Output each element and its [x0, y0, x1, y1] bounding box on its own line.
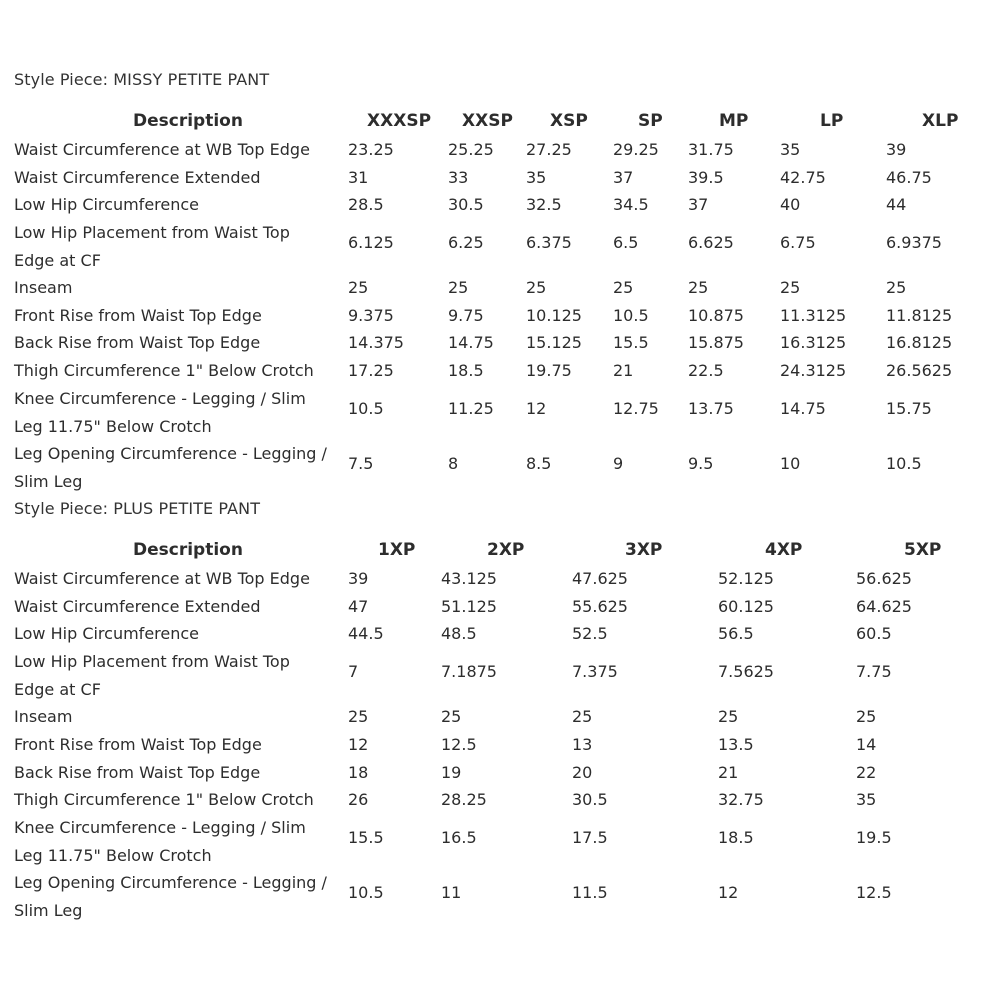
- table-cell: 25: [441, 707, 462, 726]
- row-description-line: Back Rise from Waist Top Edge: [14, 333, 261, 352]
- size-column-header: MP: [719, 111, 749, 131]
- table-cell: 9: [613, 454, 624, 473]
- row-description: [14, 274, 72, 302]
- table-cell: 52.125: [718, 569, 774, 588]
- table-cell: 13: [572, 735, 593, 754]
- table-cell: 7.1875: [441, 662, 497, 681]
- table-cell: 25: [886, 278, 907, 297]
- table-cell: 39.5: [688, 168, 724, 187]
- row-description: [14, 703, 72, 731]
- size-column-header: LP: [820, 111, 844, 131]
- row-description-line: Edge at CF: [14, 251, 101, 270]
- table-cell: 24.3125: [780, 361, 847, 380]
- row-description-line: Back Rise from Waist Top Edge: [14, 763, 261, 782]
- table-cell: 34.5: [613, 195, 649, 214]
- table-cell: 31.75: [688, 140, 734, 159]
- table-cell: 11.25: [448, 399, 494, 418]
- row-description-line: Low Hip Placement from Waist Top: [14, 223, 290, 242]
- row-description: [14, 357, 314, 385]
- table-cell: 6.9375: [886, 233, 942, 252]
- table-cell: 37: [688, 195, 709, 214]
- row-description-line: Leg Opening Circumference - Legging /: [14, 873, 327, 892]
- size-column-header: 3XP: [625, 540, 663, 560]
- row-description-line: Front Rise from Waist Top Edge: [14, 306, 262, 325]
- row-description: [14, 440, 327, 496]
- table-cell: 56.5: [718, 624, 754, 643]
- table-cell: 12.75: [613, 399, 659, 418]
- table-cell: 15.875: [688, 333, 744, 352]
- table-cell: 25: [613, 278, 634, 297]
- table-cell: 23.25: [348, 140, 394, 159]
- row-description-line: Low Hip Circumference: [14, 195, 200, 214]
- table-cell: 55.625: [572, 597, 628, 616]
- table-cell: 15.125: [526, 333, 582, 352]
- table-cell: 25: [448, 278, 469, 297]
- row-description: [14, 219, 290, 275]
- row-description-line: Waist Circumference Extended: [14, 168, 261, 187]
- table-cell: 16.5: [441, 828, 477, 847]
- row-description-line: Waist Circumference at WB Top Edge: [14, 569, 310, 588]
- row-description: [14, 329, 260, 357]
- table-cell: 46.75: [886, 168, 932, 187]
- row-description-line: Knee Circumference - Legging / Slim: [14, 389, 306, 408]
- size-column-header: 2XP: [487, 540, 525, 560]
- size-column-header: 1XP: [378, 540, 416, 560]
- table-cell: 39: [886, 140, 907, 159]
- table-cell: 12: [348, 735, 369, 754]
- table-cell: 6.25: [448, 233, 484, 252]
- row-description: [14, 786, 314, 814]
- row-description: [14, 302, 262, 330]
- table-cell: 12.5: [856, 883, 892, 902]
- row-description: [14, 869, 327, 925]
- row-description-line: Thigh Circumference 1" Below Crotch: [14, 361, 314, 380]
- table-cell: 11.3125: [780, 306, 847, 325]
- table-cell: 20: [572, 763, 593, 782]
- description-column-header: Description: [133, 540, 243, 560]
- table-cell: 12.5: [441, 735, 477, 754]
- table-cell: 14.75: [780, 399, 826, 418]
- table-cell: 10.5: [613, 306, 649, 325]
- table-cell: 26.5625: [886, 361, 953, 380]
- table-cell: 11.8125: [886, 306, 953, 325]
- size-column-header: XXSP: [462, 111, 513, 131]
- table-cell: 47: [348, 597, 369, 616]
- table-cell: 25: [688, 278, 709, 297]
- table-cell: 25: [348, 278, 369, 297]
- table-cell: 22: [856, 763, 877, 782]
- description-column-header: Description: [133, 111, 243, 131]
- table-cell: 10.125: [526, 306, 582, 325]
- row-description: [14, 385, 306, 441]
- table-cell: 27.25: [526, 140, 572, 159]
- row-description-line: Waist Circumference Extended: [14, 597, 261, 616]
- table-cell: 10.875: [688, 306, 744, 325]
- table-cell: 32.75: [718, 790, 764, 809]
- size-column-header: XLP: [922, 111, 959, 131]
- table-cell: 18: [348, 763, 369, 782]
- table-cell: 25: [780, 278, 801, 297]
- table-cell: 9.375: [348, 306, 394, 325]
- table-cell: 30.5: [572, 790, 608, 809]
- table-cell: 15.75: [886, 399, 932, 418]
- table-cell: 26: [348, 790, 369, 809]
- table-cell: 31: [348, 168, 369, 187]
- table-cell: 6.375: [526, 233, 572, 252]
- row-description: [14, 136, 310, 164]
- table-cell: 10.5: [348, 399, 384, 418]
- row-description-line: Front Rise from Waist Top Edge: [14, 735, 262, 754]
- table-cell: 21: [718, 763, 739, 782]
- table-cell: 17.25: [348, 361, 394, 380]
- style-piece-title: Style Piece: PLUS PETITE PANT: [14, 499, 261, 518]
- table-cell: 35: [780, 140, 801, 159]
- table-cell: 16.3125: [780, 333, 847, 352]
- table-cell: 19.75: [526, 361, 572, 380]
- table-cell: 9.5: [688, 454, 714, 473]
- table-cell: 15.5: [613, 333, 649, 352]
- table-cell: 6.625: [688, 233, 734, 252]
- table-cell: 25: [526, 278, 547, 297]
- row-description: [14, 814, 306, 870]
- table-cell: 25: [856, 707, 877, 726]
- row-description-line: Inseam: [14, 707, 73, 726]
- table-cell: 64.625: [856, 597, 912, 616]
- table-cell: 35: [856, 790, 877, 809]
- table-cell: 16.8125: [886, 333, 953, 352]
- row-description-line: Leg Opening Circumference - Legging /: [14, 444, 327, 463]
- table-cell: 12: [718, 883, 739, 902]
- row-description: [14, 565, 310, 593]
- table-cell: 14.75: [448, 333, 494, 352]
- row-description: [14, 759, 260, 787]
- row-description: [14, 593, 261, 621]
- table-cell: 25: [348, 707, 369, 726]
- table-cell: 13.75: [688, 399, 734, 418]
- row-description-line: Low Hip Placement from Waist Top: [14, 652, 290, 671]
- table-cell: 8.5: [526, 454, 552, 473]
- table-cell: 40: [780, 195, 801, 214]
- row-description-line: Inseam: [14, 278, 73, 297]
- row-description-line: Thigh Circumference 1" Below Crotch: [14, 790, 314, 809]
- table-cell: 11.5: [572, 883, 608, 902]
- table-cell: 6.125: [348, 233, 394, 252]
- table-cell: 21: [613, 361, 634, 380]
- table-cell: 30.5: [448, 195, 484, 214]
- row-description-line: Slim Leg: [14, 472, 83, 491]
- table-cell: 25: [572, 707, 593, 726]
- size-column-header: 4XP: [765, 540, 803, 560]
- table-cell: 56.625: [856, 569, 912, 588]
- row-description-line: Slim Leg: [14, 901, 83, 920]
- table-cell: 52.5: [572, 624, 608, 643]
- row-description-line: Edge at CF: [14, 680, 101, 699]
- row-description-line: Leg 11.75" Below Crotch: [14, 846, 212, 865]
- size-column-header: 5XP: [904, 540, 942, 560]
- table-cell: 25.25: [448, 140, 494, 159]
- table-cell: 10.5: [348, 883, 384, 902]
- table-cell: 19: [441, 763, 462, 782]
- table-cell: 13.5: [718, 735, 754, 754]
- table-cell: 7.75: [856, 662, 892, 681]
- table-cell: 10.5: [886, 454, 922, 473]
- table-cell: 7.5: [348, 454, 374, 473]
- table-cell: 35: [526, 168, 547, 187]
- table-cell: 17.5: [572, 828, 608, 847]
- table-cell: 11: [441, 883, 462, 902]
- table-cell: 29.25: [613, 140, 659, 159]
- size-column-header: XXXSP: [367, 111, 432, 131]
- table-cell: 10: [780, 454, 801, 473]
- table-cell: 28.5: [348, 195, 384, 214]
- table-cell: 42.75: [780, 168, 826, 187]
- table-cell: 7: [348, 662, 359, 681]
- table-cell: 19.5: [856, 828, 892, 847]
- table-cell: 22.5: [688, 361, 724, 380]
- row-description: [14, 731, 262, 759]
- size-column-header: XSP: [550, 111, 588, 131]
- table-cell: 9.75: [448, 306, 484, 325]
- table-cell: 37: [613, 168, 634, 187]
- table-cell: 15.5: [348, 828, 384, 847]
- table-cell: 7.5625: [718, 662, 774, 681]
- row-description-line: Waist Circumference at WB Top Edge: [14, 140, 310, 159]
- table-cell: 28.25: [441, 790, 487, 809]
- style-piece-title: Style Piece: MISSY PETITE PANT: [14, 70, 270, 89]
- row-description: [14, 648, 290, 704]
- table-cell: 18.5: [448, 361, 484, 380]
- table-cell: 8: [448, 454, 459, 473]
- table-cell: 6.75: [780, 233, 816, 252]
- row-description: [14, 191, 199, 219]
- table-cell: 60.125: [718, 597, 774, 616]
- row-description: [14, 620, 199, 648]
- table-cell: 33: [448, 168, 469, 187]
- table-cell: 47.625: [572, 569, 628, 588]
- row-description-line: Knee Circumference - Legging / Slim: [14, 818, 306, 837]
- row-description: [14, 164, 261, 192]
- table-cell: 14: [856, 735, 877, 754]
- table-cell: 25: [718, 707, 739, 726]
- table-cell: 39: [348, 569, 369, 588]
- row-description-line: Low Hip Circumference: [14, 624, 200, 643]
- table-cell: 60.5: [856, 624, 892, 643]
- table-cell: 43.125: [441, 569, 497, 588]
- table-cell: 44.5: [348, 624, 384, 643]
- table-cell: 12: [526, 399, 547, 418]
- table-cell: 51.125: [441, 597, 497, 616]
- table-cell: 18.5: [718, 828, 754, 847]
- table-cell: 6.5: [613, 233, 639, 252]
- row-description-line: Leg 11.75" Below Crotch: [14, 417, 212, 436]
- table-cell: 14.375: [348, 333, 404, 352]
- table-cell: 48.5: [441, 624, 477, 643]
- table-cell: 32.5: [526, 195, 562, 214]
- size-column-header: SP: [638, 111, 663, 131]
- table-cell: 44: [886, 195, 907, 214]
- table-cell: 7.375: [572, 662, 618, 681]
